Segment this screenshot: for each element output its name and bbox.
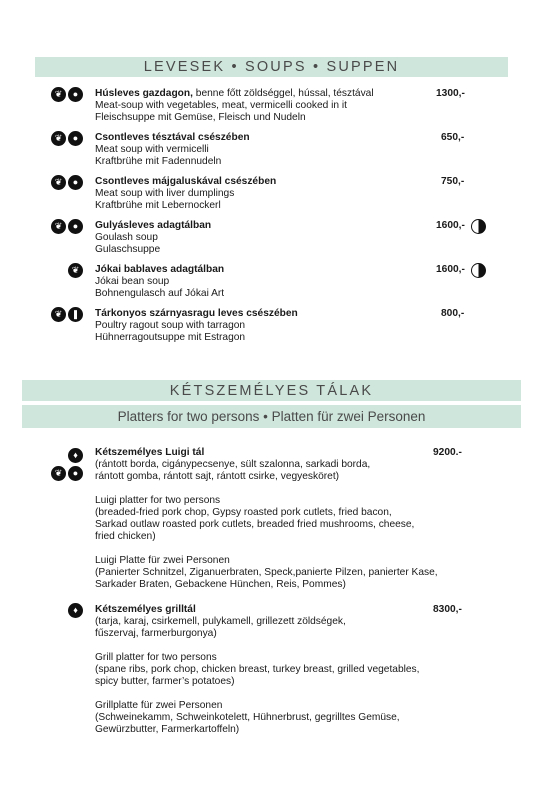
item-en: Grill platter for two persons <box>95 652 217 663</box>
item-de: Gulaschsuppe <box>95 244 161 255</box>
item-hu: (tarja, karaj, csirkemell, pulykamell, grillezett zöldségek, <box>95 616 346 627</box>
item-name: Tárkonyos szárnyasragu leves csészében <box>95 308 298 319</box>
wheat-icon: ❦ <box>51 131 66 146</box>
menu-item <box>95 88 374 124</box>
egg-icon: ● <box>68 466 83 481</box>
mustard-icon: ♦ <box>68 448 83 463</box>
item-en: Meat soup with liver dumplings <box>95 188 235 199</box>
menu-item <box>95 220 211 256</box>
allergen-icons <box>68 448 83 463</box>
wheat-icon: ❦ <box>51 87 66 102</box>
item-price: 8300,- <box>433 604 462 615</box>
item-en: Meat soup with vermicelli <box>95 144 209 155</box>
menu-item <box>95 447 438 591</box>
item-de: Luigi Platte für zwei Personen <box>95 555 230 566</box>
allergen-icons <box>51 219 83 234</box>
egg-icon: ● <box>68 87 83 102</box>
section-subtitle-platters: Platters for two persons • Platten für zwei Personen <box>22 405 521 428</box>
item-hu: rántott gomba, rántott sajt, rántott csirke, vegyesköret) <box>95 471 340 482</box>
section-title-platters: KÉTSZEMÉLYES TÁLAK <box>22 380 521 401</box>
item-en: Goulash soup <box>95 232 158 243</box>
item-de: Hühnerragoutsuppe mit Estragon <box>95 332 246 343</box>
item-en: Poultry ragout soup with tarragon <box>95 320 246 331</box>
item-en: Luigi platter for two persons <box>95 495 221 506</box>
allergen-icons <box>68 263 83 278</box>
menu-item <box>95 264 224 300</box>
item-en: fried chicken) <box>95 531 156 542</box>
section-title-soups: LEVESEK • SOUPS • SUPPEN <box>35 57 508 77</box>
item-hu: (rántott borda, cigánypecsenye, sült szalonna, sarkadi borda, <box>95 459 371 470</box>
item-name: Gulyásleves adagtálban <box>95 220 212 231</box>
item-name: Csontleves tésztával csészében <box>95 132 250 143</box>
spicy-half-icon <box>471 219 486 234</box>
item-price: 1600,- <box>436 220 465 231</box>
item-de: (Panierter Schnitzel, Ziganuerbraten, Speck,panierte Pilzen, panierter Kase, <box>95 567 438 578</box>
item-name: Jókai bablaves adagtálban <box>95 264 225 275</box>
wheat-icon: ❦ <box>51 175 66 190</box>
item-en: spicy butter, farmer’s potatoes) <box>95 676 235 687</box>
item-de: Fleischsuppe mit Gemüse, Fleisch und Nudeln <box>95 112 306 123</box>
item-price: 1600,- <box>436 264 465 275</box>
item-de: Bohnengulasch auf Jókai Art <box>95 288 225 299</box>
item-de: (Schweinekamm, Schweinkotelett, Hühnerbrust, gegrilltes Gemüse, <box>95 712 400 723</box>
item-de: Grillplatte für zwei Personen <box>95 700 223 711</box>
allergen-icons <box>51 466 83 481</box>
allergen-icons <box>51 87 83 102</box>
item-en: (spane ribs, pork chop, chicken breast, turkey breast, grilled vegetables, <box>95 664 420 675</box>
allergen-icons <box>51 131 83 146</box>
item-de: Gewürzbutter, Farmerkartoffeln) <box>95 724 240 735</box>
item-price: 800,- <box>441 308 465 319</box>
wheat-icon: ❦ <box>51 307 66 322</box>
item-de: Sarkader Braten, Gebackene Hünchen, Reis, Pommes) <box>95 579 346 590</box>
menu-item <box>95 308 298 344</box>
menu-item <box>95 604 419 736</box>
item-price: 750,- <box>441 176 465 187</box>
egg-icon: ● <box>68 131 83 146</box>
item-en: Meat-soup with vegetables, meat, vermicelli cooked in it <box>95 100 347 111</box>
item-name: Húsleves gazdagon, <box>95 88 193 99</box>
allergen-icons <box>51 175 83 190</box>
milk-icon: ❚ <box>68 307 83 322</box>
wheat-icon: ❦ <box>68 263 83 278</box>
item-name: Kétszemélyes grilltál <box>95 604 196 615</box>
mustard-icon: ♦ <box>68 603 83 618</box>
allergen-icons <box>68 603 83 618</box>
item-de: Kraftbrühe mit Fadennudeln <box>95 156 222 167</box>
item-price: 1300,- <box>436 88 465 99</box>
item-price: 9200.- <box>433 447 462 458</box>
item-hu: fűszervaj, farmerburgonya) <box>95 628 217 639</box>
item-de: Kraftbrühe mit Lebernockerl <box>95 200 221 211</box>
item-en: Sarkad outlaw roasted pork cutlets, breaded fried mushrooms, cheese, <box>95 519 415 530</box>
menu-item <box>95 176 276 212</box>
allergen-icons <box>51 307 83 322</box>
menu-item <box>95 132 250 168</box>
egg-icon: ● <box>68 219 83 234</box>
item-en: (breaded-fried pork chop, Gypsy roasted pork cutlets, fried bacon, <box>95 507 392 518</box>
egg-icon: ● <box>68 175 83 190</box>
item-name: Csontleves májgaluskával csészében <box>95 176 277 187</box>
item-en: Jókai bean soup <box>95 276 170 287</box>
wheat-icon: ❦ <box>51 466 66 481</box>
spicy-half-icon <box>471 263 486 278</box>
wheat-icon: ❦ <box>51 219 66 234</box>
item-name-rest: benne főtt zöldséggel, hússal, tésztával <box>192 88 374 99</box>
item-name: Kétszemélyes Luigi tál <box>95 447 205 458</box>
item-price: 650,- <box>441 132 465 143</box>
